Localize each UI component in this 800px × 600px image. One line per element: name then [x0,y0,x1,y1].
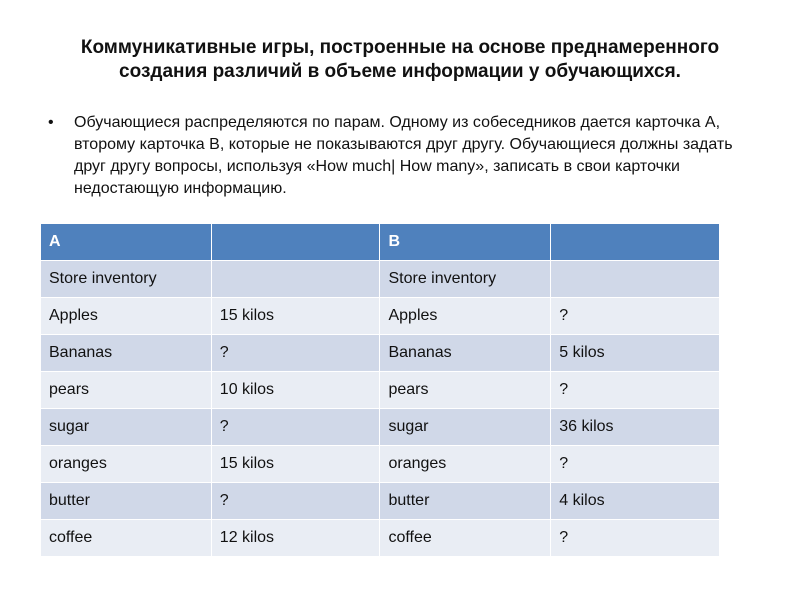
table-cell: 15 kilos [211,446,380,483]
table-cell: ? [551,372,720,409]
table-cell: sugar [380,409,551,446]
table-cell: ? [211,335,380,372]
header-cell-a: A [41,224,212,261]
header-cell-b: B [380,224,551,261]
table-cell: Bananas [380,335,551,372]
table-cell: ? [551,298,720,335]
table-cell: pears [380,372,551,409]
table-cell [211,261,380,298]
table-cell: Apples [380,298,551,335]
table-cell: butter [41,483,212,520]
table-cell: 4 kilos [551,483,720,520]
table-cell: Store inventory [41,261,212,298]
table-cell: coffee [41,520,212,557]
table-row [41,483,720,520]
table-cell: 5 kilos [551,335,720,372]
table-cell: 36 kilos [551,409,720,446]
table-cell: Apples [41,298,212,335]
table-row [41,261,720,298]
slide-title: Коммуникативные игры, построенные на основе преднамеренного создания различий в объеме информации у обучающихся. [80,37,720,82]
table-cell: 15 kilos [211,298,380,335]
table-cell: 12 kilos [211,520,380,557]
table-cell: ? [211,483,380,520]
table-cell: coffee [380,520,551,557]
bullet-item [48,112,760,200]
table-cell: pears [41,372,212,409]
table-header-row [41,224,720,261]
bullet-marker: • [48,114,54,131]
table-row [41,372,720,409]
table-cell: butter [380,483,551,520]
table-cell: 10 kilos [211,372,380,409]
table-cell: Store inventory [380,261,551,298]
table-row [41,446,720,483]
table-cell [551,261,720,298]
table-row [41,409,720,446]
table-row [41,298,720,335]
table-row [41,520,720,557]
table-row [41,335,720,372]
table-cell: sugar [41,409,212,446]
inventory-table [40,223,720,557]
header-cell-empty [211,224,380,261]
table-cell: Bananas [41,335,212,372]
table-cell: ? [551,520,720,557]
table-cell: oranges [380,446,551,483]
table-cell: ? [551,446,720,483]
bullet-text: Обучающиеся распределяются по парам. Одному из собеседников дается карточка А, второму карточка В, которые не показываются друг другу. Обучающиеся должны задать друг другу вопросы, используя «How much| How many», записать в свои карточки недостающую информацию. [74,114,733,197]
table-cell: oranges [41,446,212,483]
table-cell: ? [211,409,380,446]
header-cell-empty [551,224,720,261]
